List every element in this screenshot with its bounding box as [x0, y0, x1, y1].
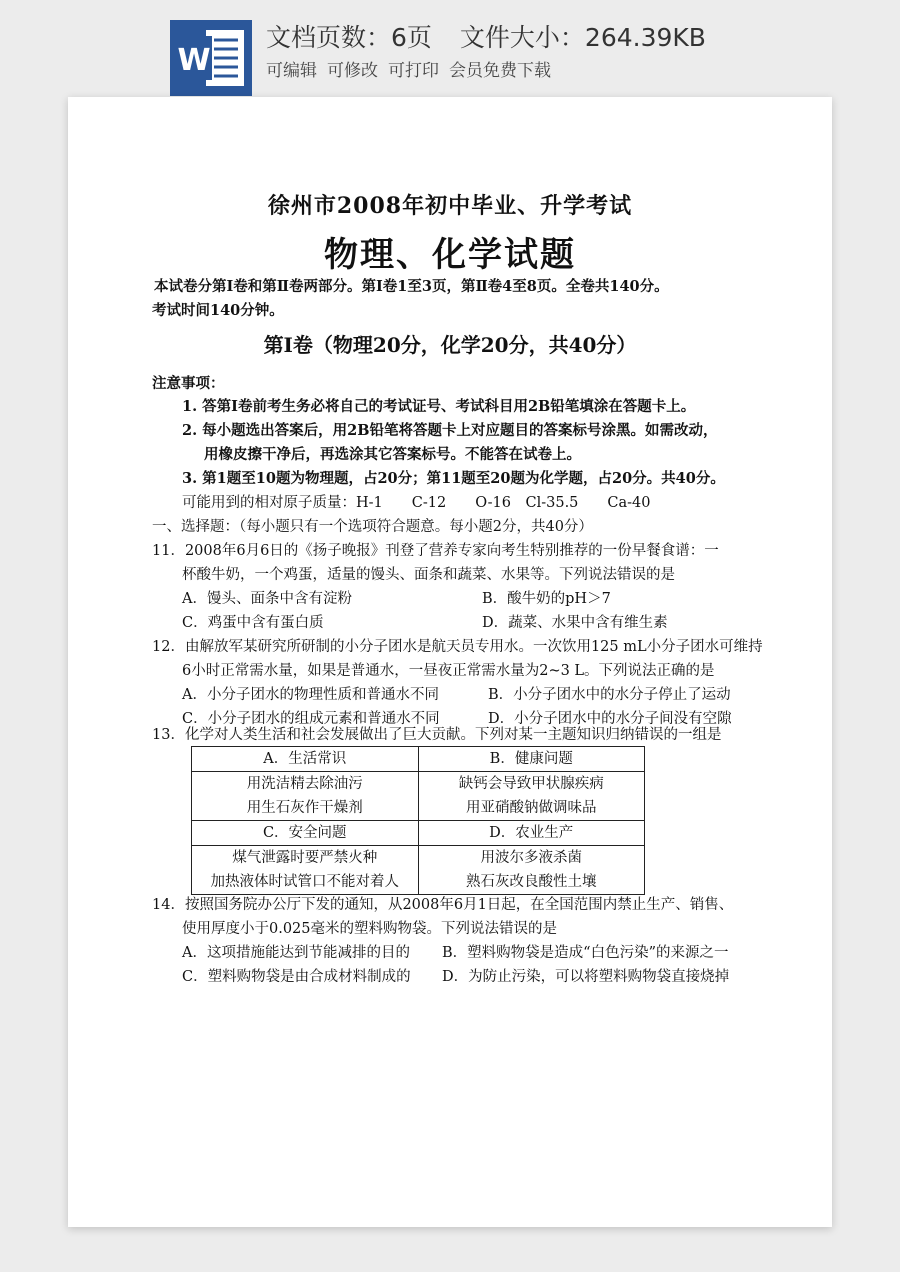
q11-option-c: C．鸡蛋中含有蛋白质 [182, 615, 324, 631]
page-count: 文档页数：6页 [266, 23, 432, 52]
download-banner [0, 0, 900, 96]
choice-section-header: 一、选择题：（每小题只有一个选项符合题意。每小题2分，共40分） [152, 519, 593, 535]
table-cell-d: 用波尔多液杀菌 熟石灰改良酸性土壤 [418, 846, 645, 895]
exam-title: 徐州市2008年初中毕业、升学考试 [267, 193, 633, 219]
question-14: 14．按照国务院办公厅下发的通知，从2008年6月1日起，在全国范围内禁止生产、销售、 [152, 897, 734, 913]
q12-option-a: A．小分子团水的物理性质和普通水不同 [182, 687, 439, 703]
table-cell-b: 缺钙会导致甲状腺疾病 用亚硝酸钠做调味品 [418, 772, 645, 821]
knowledge-table [191, 746, 645, 895]
intro-line-1: 本试卷分第Ⅰ卷和第Ⅱ卷两部分。第Ⅰ卷1至3页，第Ⅱ卷4至8页。全卷共140分。 [154, 278, 669, 295]
table-row [192, 846, 645, 895]
table-row [192, 747, 645, 772]
question-12-cont: 6小时正常需水量，如果是普通水，一昼夜正常需水量为2~3 L。下列说法正确的是 [182, 663, 715, 679]
feature-printable: 可打印 [388, 61, 439, 81]
atomic-masses: 可能用到的相对原子质量：H-1 C-12 O-16 Cl-35.5 Ca-40 [182, 495, 651, 511]
table-cell-c: 煤气泄露时要严禁火种 加热液体时试管口不能对着人 [192, 846, 419, 895]
feature-editable: 可编辑 [266, 61, 317, 81]
q12-option-b: B．小分子团水中的水分子停止了运动 [488, 687, 731, 703]
question-12: 12．由解放军某研究所研制的小分子团水是航天员专用水。一次饮用125 mL小分子团水可维持 [152, 639, 763, 655]
q11-option-a: A．馒头、面条中含有淀粉 [182, 591, 352, 607]
file-size: 文件大小：264.39KB [459, 23, 706, 52]
feature-member-download: 会员免费下载 [449, 61, 551, 81]
table-row [192, 772, 645, 821]
question-14-cont: 使用厚度小于0.025毫米的塑料购物袋。下列说法错误的是 [182, 921, 558, 937]
notice-item-2-cont: 用橡皮擦干净后，再选涂其它答案标号。不能答在试卷上。 [204, 446, 581, 463]
q12-option-d: D．小分子团水中的水分子间没有空隙 [488, 711, 732, 727]
table-header-c: C．安全问题 [192, 821, 419, 846]
q14-option-c: C．塑料购物袋是由合成材料制成的 [182, 969, 411, 985]
notice-item-3: 3. 第1题至10题为物理题，占20分；第11题至20题为化学题，占20分。共40分。 [182, 470, 725, 487]
exam-subject-title: 物理、化学试题 [324, 235, 576, 275]
document-info [266, 18, 706, 54]
table-row [192, 821, 645, 846]
q11-option-b: B．酸牛奶的pH＞7 [482, 591, 611, 607]
q14-option-b: B．塑料购物袋是造成“白色污染”的来源之一 [442, 945, 729, 961]
notice-title: 注意事项： [152, 375, 225, 392]
intro-line-2: 考试时间140分钟。 [152, 302, 284, 319]
q14-option-d: D．为防止污染，可以将塑料购物袋直接烧掉 [442, 969, 730, 985]
question-11: 11．2008年6月6日的《扬子晚报》刊登了营养专家向考生特别推荐的一份早餐食谱：一 [152, 543, 719, 559]
feature-modifiable: 可修改 [327, 61, 378, 81]
section-title: 第Ⅰ卷（物理20分，化学20分，共40分） [263, 333, 637, 357]
table-header-d: D．农业生产 [418, 821, 645, 846]
word-document-icon [170, 20, 252, 96]
table-header-b: B．健康问题 [418, 747, 645, 772]
table-header-a: A．生活常识 [192, 747, 419, 772]
question-11-cont: 杯酸牛奶，一个鸡蛋，适量的馒头、面条和蔬菜、水果等。下列说法错误的是 [182, 567, 675, 583]
notice-item-1: 1. 答第Ⅰ卷前考生务必将自己的考试证号、考试科目用2B铅笔填涂在答题卡上。 [182, 398, 696, 415]
table-cell-a: 用洗洁精去除油污 用生石灰作干燥剂 [192, 772, 419, 821]
exam-page [68, 97, 832, 1227]
q11-option-d: D．蔬菜、水果中含有维生素 [482, 615, 668, 631]
notice-item-2: 2. 每小题选出答案后，用2B铅笔将答题卡上对应题目的答案标号涂黑。如需改动， [182, 422, 718, 439]
q12-option-c: C．小分子团水的组成元素和普通水不同 [182, 711, 440, 727]
svg-text:W: W [177, 43, 211, 78]
feature-list [266, 56, 561, 81]
q14-option-a: A．这项措施能达到节能减排的目的 [182, 945, 410, 961]
question-13: 13．化学对人类生活和社会发展做出了巨大贡献。下列对某一主题知识归纳错误的一组是 [152, 727, 722, 743]
